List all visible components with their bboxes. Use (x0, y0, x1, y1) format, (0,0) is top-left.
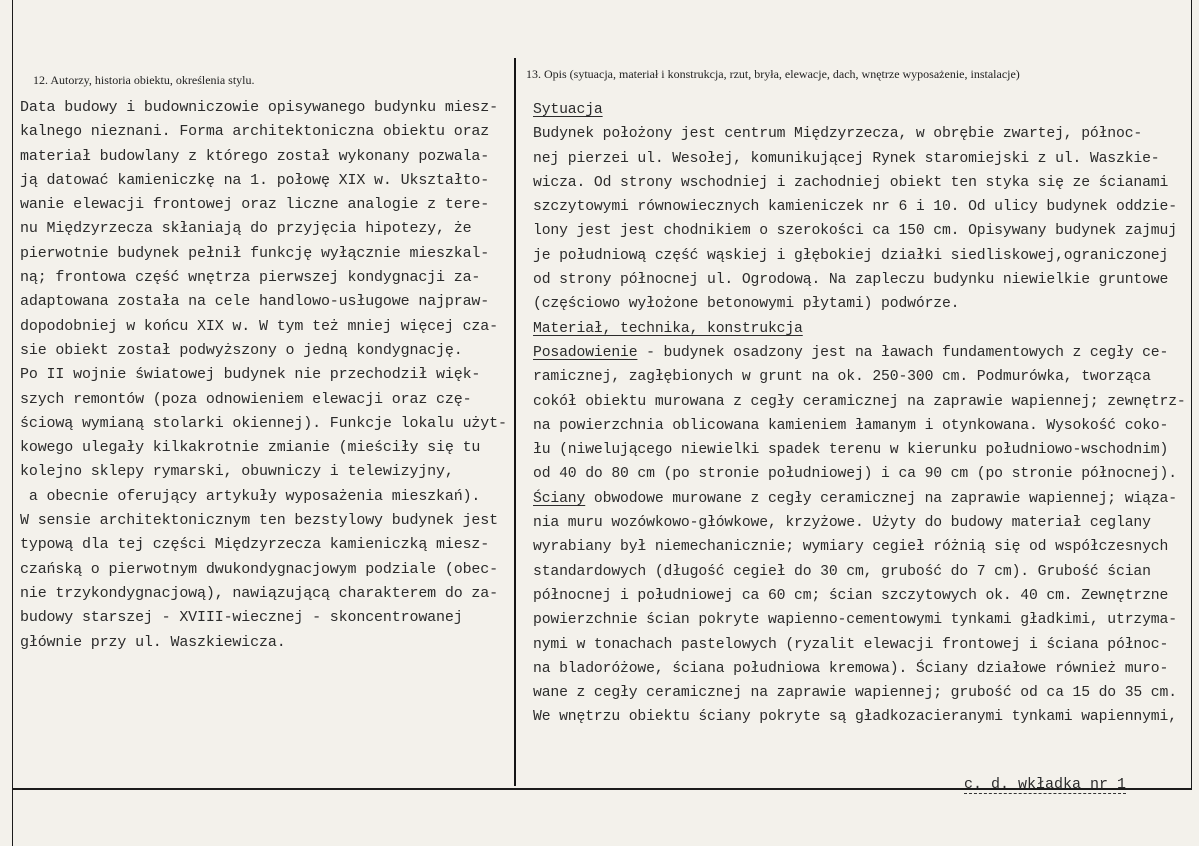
section-13-body (533, 98, 1186, 730)
line-text: szczytowymi równowiecznych kamieniczek nr 6 i 10. Od ulicy budynek oddzie- (533, 199, 1177, 216)
line-text: od strony północnej ul. Ogrodową. Na zapleczu budynku niewielkie gruntowe (533, 272, 1169, 289)
right-text-line (533, 365, 1186, 389)
left-text-line: materiał budowlany z którego został wykonany pozwala- (20, 147, 490, 165)
left-text-line: kowego ulegały kilkakrotnie zmianie (mieściły się tu (20, 439, 481, 457)
left-text-line: Data budowy i budowniczowie opisywanego budynku miesz- (20, 99, 498, 116)
right-border (1191, 0, 1192, 790)
right-text-line (533, 511, 1186, 535)
left-text-line: ną; frontowa część wnętrza pierwszej kondygnacji za- (20, 269, 481, 287)
left-text-line: sie obiekt został podwyższony o jedną kondygnację. (20, 341, 463, 359)
right-text-line (533, 462, 1186, 486)
line-text: na bladoróżowe, ściana południowa kremowa). Ściany działowe również muro- (533, 660, 1169, 677)
right-text-line (533, 122, 1186, 146)
left-text-line: adaptowana została na cele handlowo-usługowe najpraw- (20, 293, 490, 311)
right-text-line (533, 681, 1186, 705)
left-text-line: W sensie architektonicznym ten bezstylowy budynek jest (20, 512, 498, 530)
right-text-line (533, 705, 1186, 729)
right-text-line (533, 147, 1186, 171)
right-text-line (533, 633, 1186, 657)
line-text: We wnętrzu obiektu ściany pokryte są gładkozacieranymi tynkami wapiennymi, (533, 709, 1177, 726)
line-text: - budynek osadzony jest na ławach fundamentowych z cegły ce- (637, 344, 1169, 361)
right-text-line (533, 317, 1186, 341)
subsection-label: Posadowienie (533, 344, 638, 361)
line-text: powierzchnie ścian pokryte wapienno-cementowymi tynkami gładkimi, utrzyma- (533, 612, 1177, 629)
left-text-line: ją datować kamieniczkę na 1. połowę XIX w. Ukształto- (20, 171, 490, 189)
left-text-line: wanie elewacji frontowej oraz liczne analogie z tere- (20, 196, 490, 214)
line-text: nia muru wozówkowo-główkowe, krzyżowe. Użyty do budowy materiał ceglany (533, 515, 1151, 532)
right-text-line (533, 560, 1186, 584)
section-12-body (20, 96, 507, 655)
continuation-note-text: c. d. wkładka nr 1 (964, 776, 1127, 793)
right-text-line (533, 390, 1186, 414)
right-text-line (533, 584, 1186, 608)
right-text-line (533, 487, 1186, 511)
right-text-line (533, 657, 1186, 681)
left-text-line: głównie przy ul. Waszkiewicza. (20, 633, 286, 651)
continuation-note (928, 759, 1126, 810)
right-text-line (533, 292, 1186, 316)
line-text: Budynek położony jest centrum Międzyrzecza, w obrębie zwartej, północ- (533, 126, 1143, 143)
left-text-line: budowy starszej - XVIII-wiecznej - skoncentrowanej (20, 609, 463, 627)
line-text: północnej i południowej ca 60 cm; ścian szczytowych ok. 40 cm. Zewnętrzne (533, 587, 1169, 604)
line-text: wyrabiany był niemechanicznie; wymiary cegieł różnią się od współczesnych (533, 539, 1169, 556)
right-text-line (533, 438, 1186, 462)
column-divider (514, 58, 516, 786)
right-text-line (533, 535, 1186, 559)
right-text-line (533, 219, 1186, 243)
left-text-line: a obecnie oferujący artykuły wyposażenia mieszkań). (20, 487, 481, 505)
left-text-line: typową dla tej części Międzyrzecza kamieniczką miesz- (20, 536, 490, 554)
right-text-line (533, 244, 1186, 268)
subsection-heading: Materiał, technika, konstrukcja (533, 320, 803, 337)
left-border (12, 0, 13, 846)
line-text: łu (niwelującego niewielki spadek terenu w kierunku południowo-wschodnim) (533, 442, 1169, 459)
subsection-heading: Sytuacja (533, 102, 603, 118)
line-text: lony jest jest chodnikiem o szerokości ca 150 cm. Opisywany budynek zajmuj (533, 223, 1177, 240)
line-text: na powierzchnia oblicowana kamieniem łamanym i otynkowana. Wysokość coko- (533, 417, 1169, 434)
left-text-line: szych remontów (poza odnowieniem elewacji oraz czę- (20, 390, 472, 408)
left-text-line: nu Międzyrzecza skłaniają do przyjęcia hipotezy, że (20, 220, 472, 238)
left-text-line: ściową wymianą stolarki okiennej). Funkcje lokalu użyt- (20, 414, 507, 432)
left-text-line: kolejno sklepy rymarski, obuwniczy i telewizyjny, (20, 463, 454, 481)
line-text: wane z cegły ceramicznej na zaprawie wapiennej; grubość od ca 15 do 35 cm. (533, 685, 1177, 702)
line-text: obwodowe murowane z cegły ceramicznej na zaprawie wapiennej; wiąza- (585, 490, 1177, 507)
left-text-line: czańską o pierwotnym dwukondygnacjowym podziale (obec- (20, 560, 498, 578)
line-text: od 40 do 80 cm (po stronie południowej) i ca 90 cm (po stronie północnej). (533, 466, 1177, 483)
line-text: je południową część wąskiej i głębokiej działki siedliskowej,ograniczonej (533, 247, 1169, 264)
section-12-heading: 12. Autorzy, historia obiektu, określenia stylu. (33, 73, 255, 87)
line-text: nymi w tonachach pastelowych (ryzalit elewacji frontowej i ściana północ- (533, 636, 1169, 653)
right-text-line (533, 414, 1186, 438)
line-text: ramicznej, zagłębionych w grunt na ok. 250-300 cm. Podmurówka, tworząca (533, 369, 1151, 386)
right-text-line (533, 268, 1186, 292)
line-text: (częściowo wyłożone betonowymi płytami) podwórze. (533, 296, 960, 313)
subsection-label: Ściany (533, 490, 586, 507)
line-text: nej pierzei ul. Wesołej, komunikującej Rynek staromiejski z ul. Waszkie- (533, 150, 1160, 167)
section-13-heading: 13. Opis (sytuacja, materiał i konstrukcja, rzut, bryła, elewacje, dach, wnętrze wyposażenie, instalacje) (526, 67, 1020, 81)
left-text-line: nie trzykondygnacjową), nawiązującą charakterem do za- (20, 584, 498, 602)
left-text-line: dopodobniej w końcu XIX w. W tym też mniej więcej cza- (20, 317, 498, 335)
right-text-line (533, 98, 1186, 122)
line-text: cokół obiektu murowana z cegły ceramicznej na zaprawie wapiennej; zewnętrz- (533, 393, 1186, 410)
right-text-line (533, 171, 1186, 195)
line-text: wicza. Od strony wschodniej i zachodniej obiekt ten styka się ze ścianami (533, 174, 1169, 191)
right-text-line (533, 608, 1186, 632)
left-text-line: pierwotnie budynek pełnił funkcję wyłącznie mieszkal- (20, 244, 490, 262)
left-text-line: Po II wojnie światowej budynek nie przechodził więk- (20, 366, 481, 384)
line-text: standardowych (długość cegieł do 30 cm, grubość do 7 cm). Grubość ścian (533, 563, 1151, 580)
right-text-line (533, 195, 1186, 219)
right-text-line (533, 341, 1186, 365)
left-text-line: kalnego nieznani. Forma architektoniczna obiektu oraz (20, 123, 490, 141)
